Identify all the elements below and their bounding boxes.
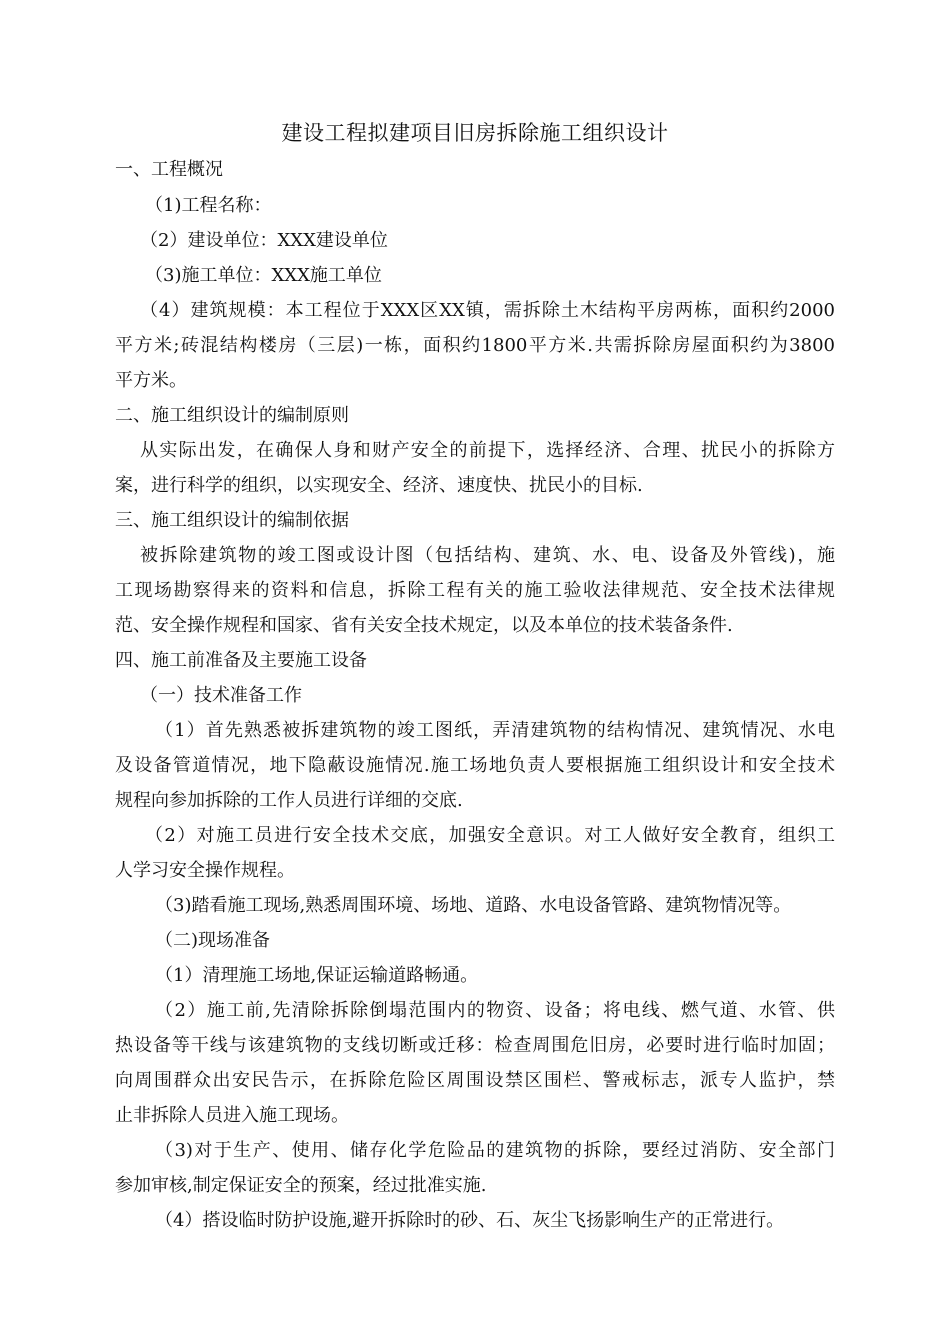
paragraph-line: （4）搭设临时防护设施,避开拆除时的砂、石、灰尘飞扬影响生产的正常进行。 (155, 1210, 785, 1231)
paragraph-line: 案，进行科学的组织，以实现安全、经济、速度快、扰民小的目标. (115, 475, 643, 496)
paragraph-line: 及设备管道情况，地下隐蔽设施情况.施工场地负责人要根据施工组织设计和安全技术 (115, 755, 835, 776)
subsection-heading: （二)现场准备 (155, 930, 271, 951)
paragraph-line: （2）对施工员进行安全技术交底，加强安全意识。对工人做好安全教育，组织工 (145, 825, 835, 846)
paragraph-line: （1)工程名称： (145, 195, 272, 216)
paragraph-line: 平方米;砖混结构楼房（三层)一栋，面积约1800平方米.共需拆除房屋面积约为3800 (115, 335, 835, 356)
paragraph-line: 平方米。 (115, 370, 187, 391)
paragraph-line: 向周围群众出安民告示，在拆除危险区周围设禁区围栏、警戒标志，派专人监护，禁 (115, 1070, 835, 1091)
paragraph-line: 止非拆除人员进入施工现场。 (115, 1105, 349, 1126)
paragraph-line: （2）建设单位：XXX建设单位 (140, 230, 388, 251)
paragraph-line: 参加审核,制定保证安全的预案，经过批准实施. (115, 1175, 487, 1196)
paragraph-line: 范、安全操作规程和国家、省有关安全技术规定，以及本单位的技术装备条件. (115, 615, 733, 636)
section-heading-1: 一、工程概况 (115, 159, 223, 180)
section-heading-3: 三、施工组织设计的编制依据 (115, 510, 349, 531)
paragraph-line: 热设备等干线与该建筑物的支线切断或迁移：检查周围危旧房，必要时进行临时加固； (115, 1035, 835, 1056)
paragraph-line: （1）首先熟悉被拆建筑物的竣工图纸，弄清建筑物的结构情况、建筑情况、水电 (155, 720, 835, 741)
paragraph-line: （3)对于生产、使用、储存化学危险品的建筑物的拆除，要经过消防、安全部门 (155, 1140, 835, 1161)
paragraph-line: （3)踏看施工现场,熟悉周围环境、场地、道路、水电设备管路、建筑物情况等。 (155, 895, 792, 916)
document-title: 建设工程拟建项目旧房拆除施工组织设计 (281, 121, 669, 145)
paragraph-line: （3)施工单位：XXX施工单位 (145, 265, 382, 286)
paragraph-line: 从实际出发，在确保人身和财产安全的前提下，选择经济、合理、扰民小的拆除方 (140, 440, 835, 461)
section-heading-4: 四、施工前准备及主要施工设备 (115, 650, 367, 671)
paragraph-line: （2）施工前,先清除拆除倒塌范围内的物资、设备；将电线、燃气道、水管、供 (155, 1000, 835, 1021)
subsection-heading: （一）技术准备工作 (140, 685, 302, 706)
paragraph-line: 工现场勘察得来的资料和信息，拆除工程有关的施工验收法律规范、安全技术法律规 (115, 580, 835, 601)
paragraph-line: 人学习安全操作规程。 (115, 860, 295, 881)
paragraph-line: （1）清理施工场地,保证运输道路畅通。 (155, 965, 479, 986)
paragraph-line: （4）建筑规模：本工程位于XXX区XX镇，需拆除土木结构平房两栋，面积约2000 (140, 300, 835, 321)
paragraph-line: 规程向参加拆除的工作人员进行详细的交底. (115, 790, 463, 811)
paragraph-line: 被拆除建筑物的竣工图或设计图（包括结构、建筑、水、电、设备及外管线)，施 (140, 545, 835, 566)
section-heading-2: 二、施工组织设计的编制原则 (115, 405, 349, 426)
